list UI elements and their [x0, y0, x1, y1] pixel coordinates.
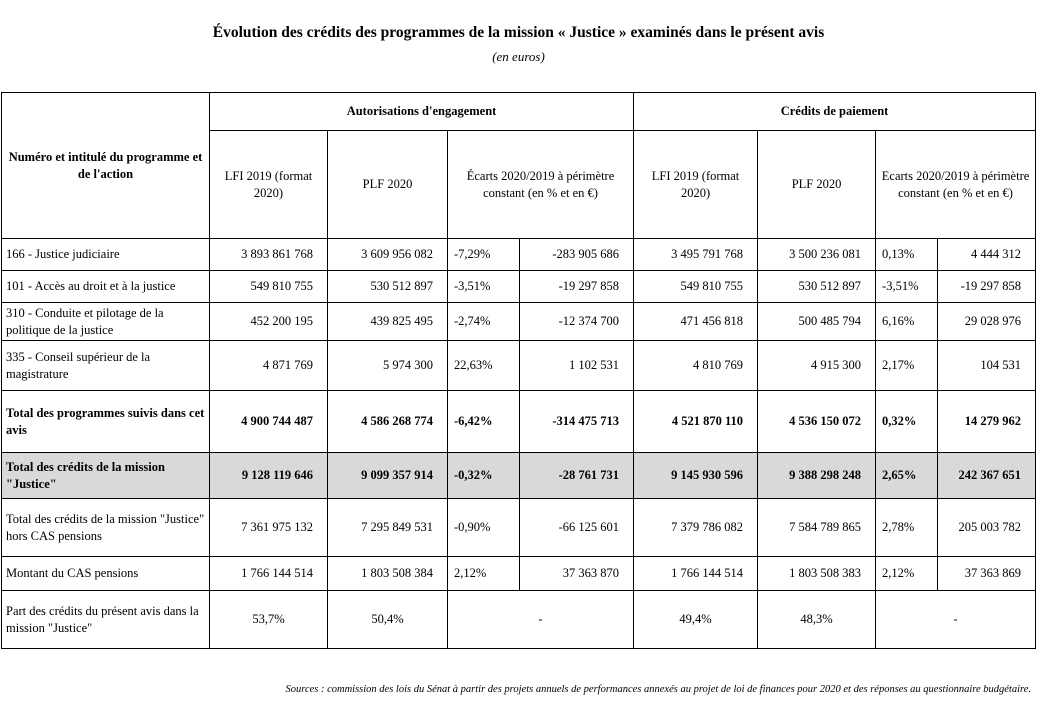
cell-cp-pct: 0,13%: [876, 239, 938, 271]
cell-cp-lfi: 9 145 930 596: [634, 453, 758, 499]
cell-ae-plf: 3 609 956 082: [328, 239, 448, 271]
cell-ae-plf: 530 512 897: [328, 271, 448, 303]
table-row: [2, 453, 1036, 499]
source-note: Sources : commission des lois du Sénat à partir des projets annuels de performances annexés au projet de loi de finances pour 2020 et des réponses au questionnaire budgétaire.: [285, 684, 1031, 695]
cell-ae-lfi: 4 871 769: [210, 341, 328, 391]
col-header-ae-lfi: LFI 2019 (format 2020): [210, 131, 328, 239]
cell-cp-plf: 9 388 298 248: [758, 453, 876, 499]
share-ae-plf: 50,4%: [328, 591, 448, 649]
share-label: Part des crédits du présent avis dans la mission "Justice": [2, 591, 210, 649]
cell-cp-eur: -19 297 858: [938, 271, 1036, 303]
cell-cp-lfi: 471 456 818: [634, 303, 758, 341]
cell-cp-plf: 4 536 150 072: [758, 391, 876, 453]
cell-ae-eur: 37 363 870: [520, 557, 634, 591]
table-row: [2, 271, 1036, 303]
cell-cp-lfi: 1 766 144 514: [634, 557, 758, 591]
cell-ae-eur: -283 905 686: [520, 239, 634, 271]
cell-cp-lfi: 3 495 791 768: [634, 239, 758, 271]
col-header-cp-ecarts: Ecarts 2020/2019 à périmètre constant (en % et en €): [876, 131, 1036, 239]
table-row: [2, 391, 1036, 453]
cell-cp-plf: 4 915 300: [758, 341, 876, 391]
cell-cp-pct: 2,78%: [876, 499, 938, 557]
cell-ae-eur: -66 125 601: [520, 499, 634, 557]
cell-ae-plf: 439 825 495: [328, 303, 448, 341]
row-label: 335 - Conseil supérieur de la magistrature: [2, 341, 210, 391]
cell-cp-eur: 242 367 651: [938, 453, 1036, 499]
cell-cp-plf: 1 803 508 383: [758, 557, 876, 591]
cell-ae-pct: -2,74%: [448, 303, 520, 341]
table-row: [2, 499, 1036, 557]
cell-cp-lfi: 4 521 870 110: [634, 391, 758, 453]
cell-ae-lfi: 9 128 119 646: [210, 453, 328, 499]
cell-ae-pct: -7,29%: [448, 239, 520, 271]
cell-cp-eur: 104 531: [938, 341, 1036, 391]
row-label: 101 - Accès au droit et à la justice: [2, 271, 210, 303]
cell-ae-plf: 5 974 300: [328, 341, 448, 391]
cell-cp-pct: 0,32%: [876, 391, 938, 453]
table-row: [2, 303, 1036, 341]
cell-ae-eur: -314 475 713: [520, 391, 634, 453]
table-row: [2, 341, 1036, 391]
cell-cp-pct: 2,17%: [876, 341, 938, 391]
cell-ae-plf: 7 295 849 531: [328, 499, 448, 557]
page-subtitle: (en euros): [492, 49, 545, 64]
table-row: [2, 239, 1036, 271]
cell-ae-lfi: 549 810 755: [210, 271, 328, 303]
cell-ae-eur: -12 374 700: [520, 303, 634, 341]
cell-cp-eur: 14 279 962: [938, 391, 1036, 453]
cell-ae-lfi: 1 766 144 514: [210, 557, 328, 591]
cell-ae-pct: -3,51%: [448, 271, 520, 303]
cell-ae-pct: -0,32%: [448, 453, 520, 499]
row-label: Total des programmes suivis dans cet avis: [2, 391, 210, 453]
cell-ae-eur: -28 761 731: [520, 453, 634, 499]
cell-cp-lfi: 549 810 755: [634, 271, 758, 303]
cell-cp-pct: -3,51%: [876, 271, 938, 303]
cell-ae-pct: -0,90%: [448, 499, 520, 557]
group-header-ae: Autorisations d'engagement: [210, 93, 634, 131]
cell-ae-lfi: 7 361 975 132: [210, 499, 328, 557]
row-label: Montant du CAS pensions: [2, 557, 210, 591]
cell-ae-plf: 9 099 357 914: [328, 453, 448, 499]
col-header-ae-ecarts: Écarts 2020/2019 à périmètre constant (en % et en €): [448, 131, 634, 239]
cell-ae-eur: 1 102 531: [520, 341, 634, 391]
group-header-cp: Crédits de paiement: [634, 93, 1036, 131]
credits-table: [1, 92, 1036, 649]
row-label: 310 - Conduite et pilotage de la politique de la justice: [2, 303, 210, 341]
cell-cp-plf: 3 500 236 081: [758, 239, 876, 271]
cell-cp-pct: 2,12%: [876, 557, 938, 591]
cell-cp-eur: 37 363 869: [938, 557, 1036, 591]
col-header-cp-lfi: LFI 2019 (format 2020): [634, 131, 758, 239]
cell-cp-lfi: 4 810 769: [634, 341, 758, 391]
cell-ae-pct: -6,42%: [448, 391, 520, 453]
row-label: Total des crédits de la mission "Justice" hors CAS pensions: [2, 499, 210, 557]
cell-ae-eur: -19 297 858: [520, 271, 634, 303]
share-ae-lfi: 53,7%: [210, 591, 328, 649]
share-cp-lfi: 49,4%: [634, 591, 758, 649]
cell-ae-lfi: 3 893 861 768: [210, 239, 328, 271]
cell-cp-plf: 7 584 789 865: [758, 499, 876, 557]
cell-ae-plf: 1 803 508 384: [328, 557, 448, 591]
col-header-ae-plf: PLF 2020: [328, 131, 448, 239]
share-ae-ecarts: -: [448, 591, 634, 649]
table-row-share: [2, 591, 1036, 649]
table-row: [2, 557, 1036, 591]
cell-cp-eur: 29 028 976: [938, 303, 1036, 341]
cell-cp-pct: 6,16%: [876, 303, 938, 341]
cell-cp-eur: 4 444 312: [938, 239, 1036, 271]
cell-cp-lfi: 7 379 786 082: [634, 499, 758, 557]
cell-ae-plf: 4 586 268 774: [328, 391, 448, 453]
cell-ae-pct: 2,12%: [448, 557, 520, 591]
row-label: Total des crédits de la mission "Justice": [2, 453, 210, 499]
share-cp-plf: 48,3%: [758, 591, 876, 649]
cell-ae-lfi: 452 200 195: [210, 303, 328, 341]
cell-cp-plf: 530 512 897: [758, 271, 876, 303]
row-label: 166 - Justice judiciaire: [2, 239, 210, 271]
cell-cp-eur: 205 003 782: [938, 499, 1036, 557]
row-label-header: Numéro et intitulé du programme et de l'action: [2, 93, 210, 239]
cell-ae-pct: 22,63%: [448, 341, 520, 391]
share-cp-ecarts: -: [876, 591, 1036, 649]
cell-cp-plf: 500 485 794: [758, 303, 876, 341]
cell-ae-lfi: 4 900 744 487: [210, 391, 328, 453]
col-header-cp-plf: PLF 2020: [758, 131, 876, 239]
page-title: Évolution des crédits des programmes de la mission « Justice » examinés dans le présent avis: [212, 24, 825, 41]
cell-cp-pct: 2,65%: [876, 453, 938, 499]
